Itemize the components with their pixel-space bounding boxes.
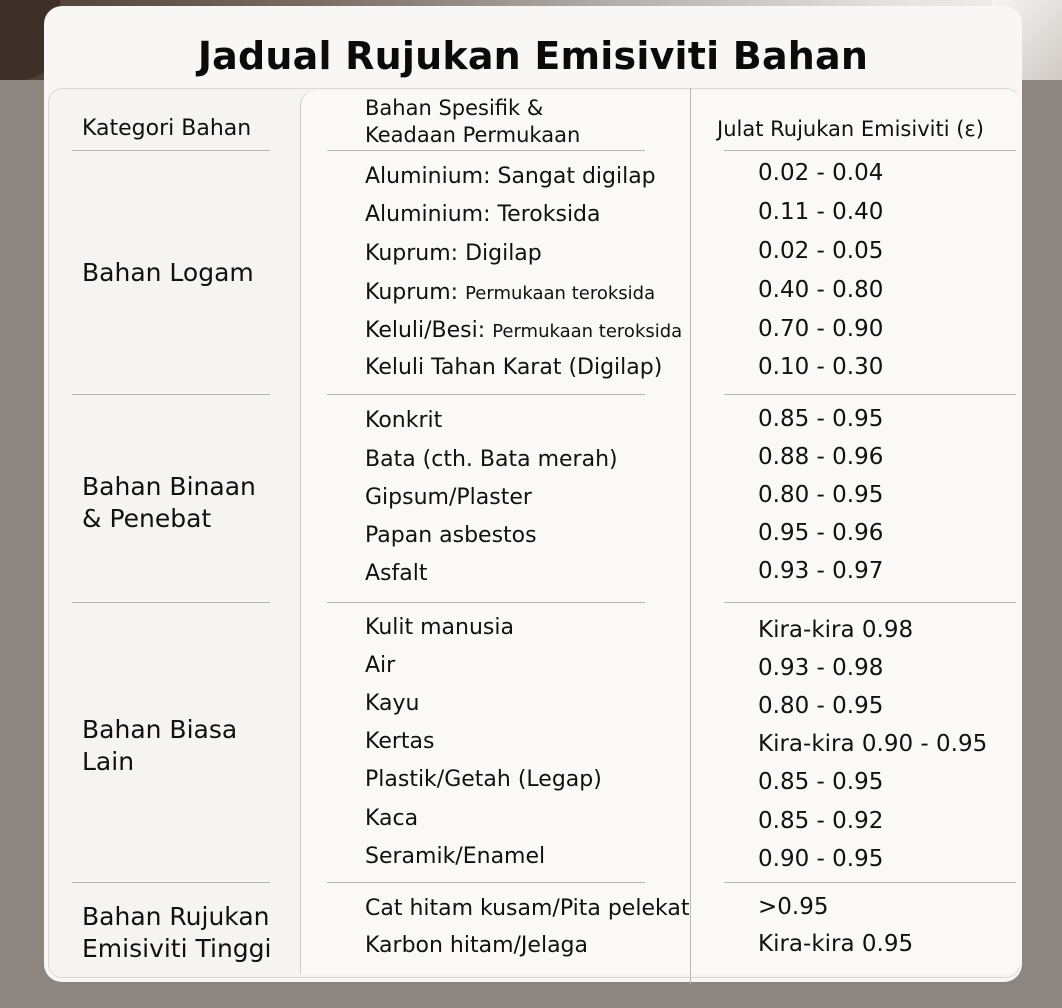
material-cell: Gipsum/Plaster xyxy=(365,485,532,510)
range-cell: Kira-kira 0.95 xyxy=(758,931,914,957)
page-title: Jadual Rujukan Emisiviti Bahan xyxy=(197,34,869,78)
range-cell: 0.85 - 0.95 xyxy=(758,769,884,795)
material-cell: Keluli Tahan Karat (Digilap) xyxy=(365,355,663,380)
range-cell: 0.85 - 0.95 xyxy=(758,406,884,432)
category-label: Bahan Rujukan xyxy=(82,902,270,931)
material-prefix: Kuprum: xyxy=(365,280,459,305)
material-cell: Kuprum: Digilap xyxy=(365,241,542,266)
category-label: Bahan Biasa xyxy=(82,715,238,744)
range-cell: 0.10 - 0.30 xyxy=(758,354,884,380)
material-cell: Bata (cth. Bata merah) xyxy=(365,447,618,472)
range-cell: 0.02 - 0.05 xyxy=(758,238,884,264)
group-divider xyxy=(72,394,270,395)
material-cell: Seramik/Enamel xyxy=(365,844,546,869)
column-divider xyxy=(690,88,691,984)
range-cell: Kira-kira 0.90 - 0.95 xyxy=(758,731,988,757)
range-cell: 0.90 - 0.95 xyxy=(758,846,884,872)
material-cell: Karbon hitam/Jelaga xyxy=(365,933,588,958)
range-cell: 0.85 - 0.92 xyxy=(758,808,884,834)
group-divider xyxy=(724,882,1016,883)
group-divider xyxy=(72,602,270,603)
material-cell xyxy=(365,318,682,345)
material-cell: Kayu xyxy=(365,691,420,716)
group-divider xyxy=(327,394,645,395)
material-cell: Kaca xyxy=(365,806,419,831)
category-label-line2: & Penebat xyxy=(82,504,212,533)
range-cell: Kira-kira 0.98 xyxy=(758,617,914,643)
range-cell: 0.88 - 0.96 xyxy=(758,444,884,470)
range-cell: 0.93 - 0.97 xyxy=(758,558,884,584)
material-cell: Kertas xyxy=(365,729,435,754)
material-cell: Plastik/Getah (Legap) xyxy=(365,767,602,792)
range-cell: 0.80 - 0.95 xyxy=(758,693,884,719)
range-cell: 0.40 - 0.80 xyxy=(758,277,884,303)
header-divider xyxy=(72,150,270,151)
group-divider xyxy=(327,882,645,883)
material-cell: Kulit manusia xyxy=(365,615,514,640)
header-divider xyxy=(724,150,1016,151)
material-cell xyxy=(365,280,655,307)
group-divider xyxy=(724,602,1016,603)
range-cell: 0.80 - 0.95 xyxy=(758,482,884,508)
group-divider xyxy=(327,602,645,603)
group-divider xyxy=(72,882,270,883)
category-label: Bahan Binaan xyxy=(82,472,256,501)
header-range: Julat Rujukan Emisiviti (ε) xyxy=(717,117,984,141)
range-cell: 0.95 - 0.96 xyxy=(758,520,884,546)
material-suffix: Permukaan teroksida xyxy=(492,321,683,342)
range-cell: 0.11 - 0.40 xyxy=(758,199,884,225)
range-cell: 0.02 - 0.04 xyxy=(758,160,884,186)
range-cell: >0.95 xyxy=(758,894,829,920)
material-cell: Papan asbestos xyxy=(365,523,537,548)
material-cell: Konkrit xyxy=(365,408,443,433)
material-prefix: Keluli/Besi: xyxy=(365,318,486,343)
header-material-line2: Keadaan Permukaan xyxy=(365,123,581,147)
material-suffix: Permukaan teroksida xyxy=(465,283,656,304)
material-cell: Aluminium: Sangat digilap xyxy=(365,164,656,189)
material-cell: Cat hitam kusam/Pita pelekat xyxy=(365,896,690,921)
category-label-line2: Emisiviti Tinggi xyxy=(82,934,272,963)
range-cell: 0.93 - 0.98 xyxy=(758,655,884,681)
group-divider xyxy=(724,394,1016,395)
range-cell: 0.70 - 0.90 xyxy=(758,316,884,342)
material-cell: Aluminium: Teroksida xyxy=(365,202,601,227)
header-divider xyxy=(327,150,645,151)
material-cell: Air xyxy=(365,653,396,678)
material-cell: Asfalt xyxy=(365,561,428,586)
header-material-line1: Bahan Spesifik & xyxy=(365,96,544,120)
header-category: Kategori Bahan xyxy=(82,116,252,141)
category-label-line2: Lain xyxy=(82,747,135,776)
category-label: Bahan Logam xyxy=(82,258,254,287)
